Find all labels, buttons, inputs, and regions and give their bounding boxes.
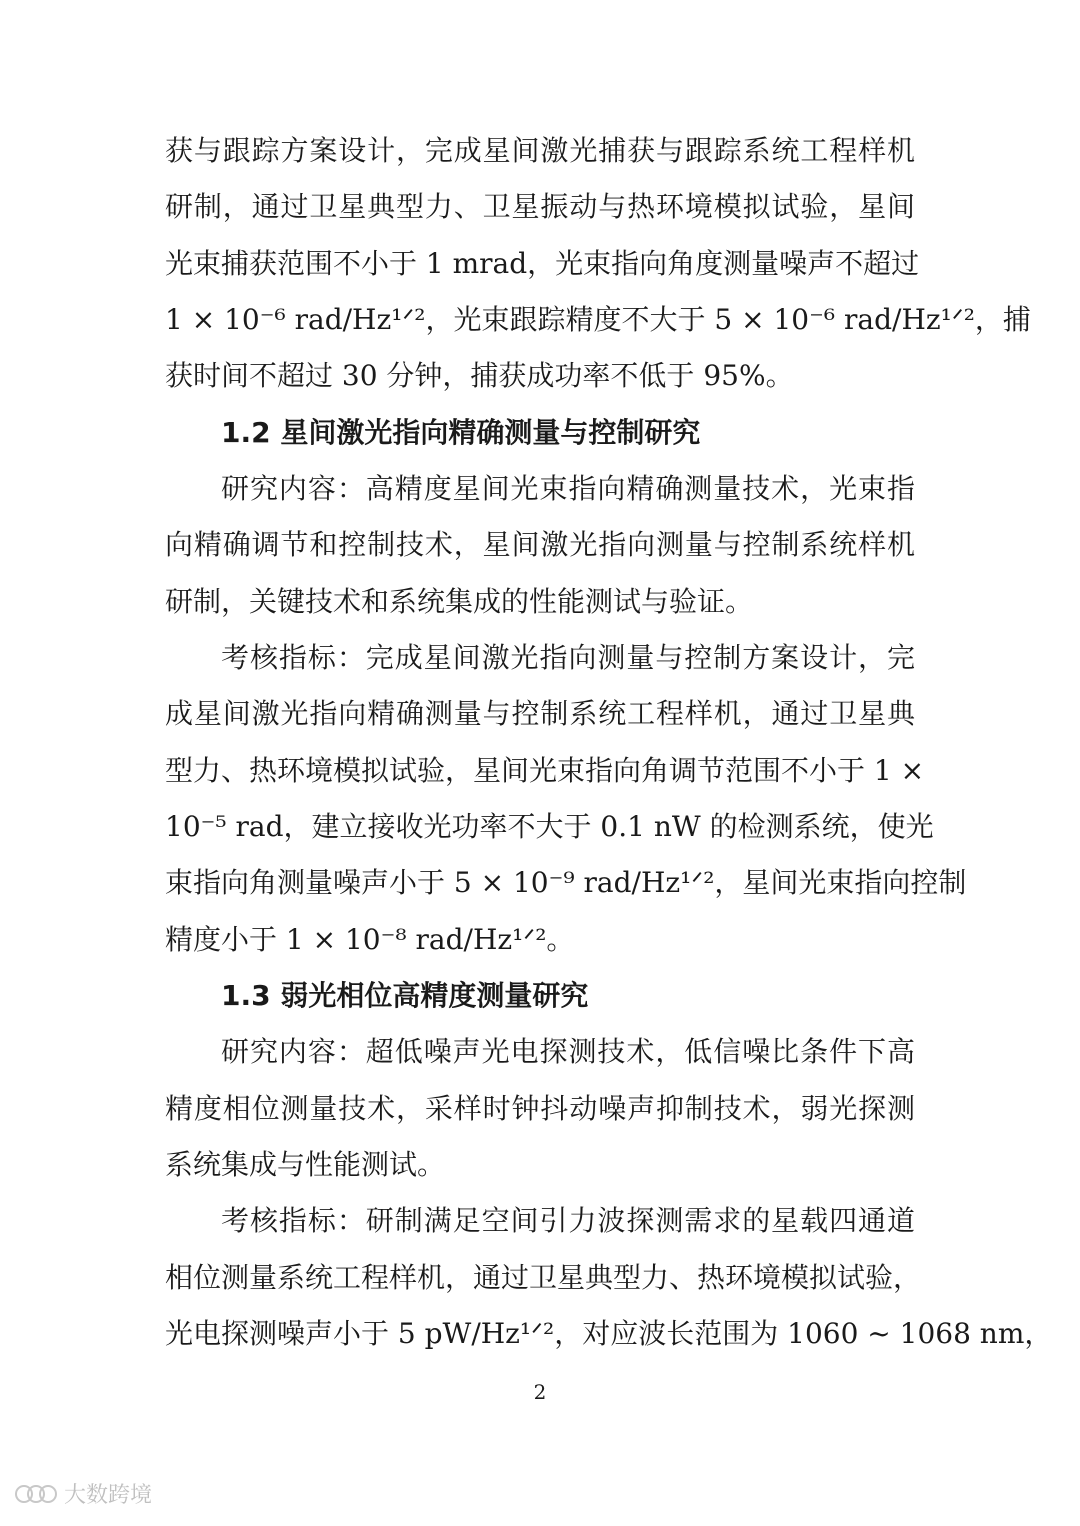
text-line: 1 × 10⁻⁶ rad/Hz¹ᐟ²，光束跟踪精度不大于 5 × 10⁻⁶ rad/Hz¹ᐟ²，捕 (165, 303, 1031, 336)
page-number: 2 (533, 1380, 547, 1404)
text-line: 向精确调节和控制技术，星间激光指向测量与控制系统样机 (165, 528, 915, 561)
text-line: 10⁻⁵ rad，建立接收光功率不大于 0.1 nW 的检测系统，使光 (165, 810, 934, 843)
section-heading: 1.2 星间激光指向精确测量与控制研究 (221, 416, 701, 449)
text-line: 精度小于 1 × 10⁻⁸ rad/Hz¹ᐟ²。 (165, 923, 575, 956)
text-line: 光束捕获范围不小于 1 mrad，光束指向角度测量噪声不超过 (165, 247, 920, 280)
text-line: 光电探测噪声小于 5 pW/Hz¹ᐟ²，对应波长范围为 1060 ~ 1068 nm， (165, 1317, 1053, 1350)
text-line: 获时间不超过 30 分钟，捕获成功率不低于 95%。 (165, 359, 794, 392)
watermark (14, 1478, 152, 1509)
watermark-logo-icon (14, 1481, 58, 1507)
text-line: 研制，关键技术和系统集成的性能测试与验证。 (165, 585, 754, 618)
text-line: 精度相位测量技术，采样时钟抖动噪声抑制技术，弱光探测 (165, 1092, 915, 1125)
text-line: 研制，通过卫星典型力、卫星振动与热环境模拟试验，星间 (165, 190, 915, 223)
text-line: 成星间激光指向精确测量与控制系统工程样机，通过卫星典 (165, 697, 915, 730)
text-line: 获与跟踪方案设计，完成星间激光捕获与跟踪系统工程样机 (165, 134, 915, 167)
text-line: 系统集成与性能测试。 (165, 1148, 446, 1181)
watermark-text: 大数跨境 (64, 1483, 153, 1508)
text-line: 研究内容：超低噪声光电探测技术，低信噪比条件下高 (221, 1035, 915, 1068)
text-line: 束指向角测量噪声小于 5 × 10⁻⁹ rad/Hz¹ᐟ²，星间光束指向控制 (165, 866, 967, 899)
text-line: 相位测量系统工程样机，通过卫星典型力、热环境模拟试验， (165, 1261, 922, 1294)
section-heading: 1.3 弱光相位高精度测量研究 (221, 979, 589, 1012)
text-line: 考核指标：完成星间激光指向测量与控制方案设计，完 (221, 641, 915, 674)
text-line: 型力、热环境模拟试验，星间光束指向角调节范围不小于 1 × (165, 754, 925, 787)
text-line: 研究内容：高精度星间光束指向精确测量技术，光束指 (221, 472, 915, 505)
text-line: 考核指标：研制满足空间引力波探测需求的星载四通道 (221, 1204, 915, 1237)
